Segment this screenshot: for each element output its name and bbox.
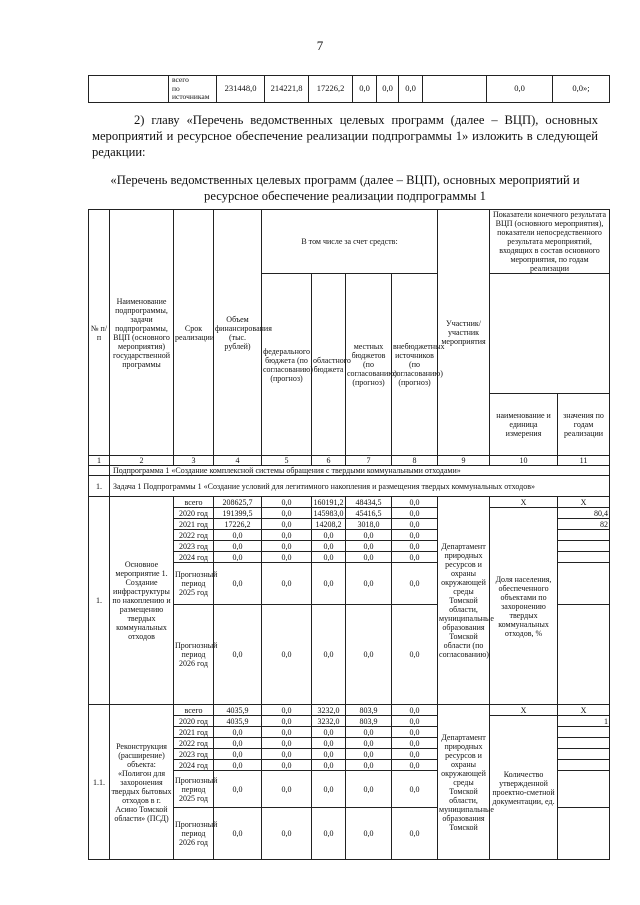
activity1-value <box>558 563 610 605</box>
activity11-regional: 0,0 <box>312 749 346 760</box>
activity1-federal: 0,0 <box>262 530 312 541</box>
table-caption: «Перечень ведомственных целевых программ (далее – ВЦП), основных мероприятий и ресурсное обеспечение реализации подпрограммы 1 <box>110 173 580 203</box>
activity11-period: 2023 год <box>174 749 214 760</box>
activity1-period: 2023 год <box>174 541 214 552</box>
activity11-offbudget: 0,0 <box>392 716 438 727</box>
activity1-participant: Департамент природных ресурсов и охраны окружающей среды Томской области, муниципальные образования Томской области (по согласованию) <box>438 497 490 705</box>
activity11-offbudget: 0,0 <box>392 808 438 860</box>
col-number: 11 <box>558 456 610 466</box>
subprogram-title: Подпрограмма 1 «Создание комплексной системы обращения с твердыми коммунальными отходами» <box>110 466 610 476</box>
activity1-regional: 0,0 <box>312 541 346 552</box>
activity11-volume: 0,0 <box>214 749 262 760</box>
activity1-volume: 0,0 <box>214 563 262 605</box>
activity1-regional: 145983,0 <box>313 508 344 518</box>
activity1-regional: 0,0 <box>312 552 346 563</box>
activity1-regional: 0,0 <box>312 563 346 605</box>
activity1-volume: 208625,7 <box>214 497 262 508</box>
col-number: 2 <box>110 456 174 466</box>
hdr-ind-name: наименование и единица измерения <box>490 394 558 456</box>
activity1-value <box>558 552 610 563</box>
activity11-value <box>558 760 610 771</box>
activity1-volume: 17226,2 <box>214 519 262 530</box>
activity11-local: 803,9 <box>346 705 392 716</box>
activity1-federal: 0,0 <box>262 497 312 508</box>
activity11-federal: 0,0 <box>262 738 312 749</box>
activity1-local: 3018,0 <box>346 519 392 530</box>
activity1-period: 2020 год <box>174 508 214 519</box>
activity11-regional: 0,0 <box>312 760 346 771</box>
activity1-offbudget: 0,0 <box>392 508 438 519</box>
activity11-regional: 0,0 <box>312 738 346 749</box>
col-number: 3 <box>174 456 214 466</box>
activity11-regional: 0,0 <box>312 808 346 860</box>
hdr-including: В том числе за счет средств: <box>262 210 438 274</box>
instruction-paragraph: 2) главу «Перечень ведомственных целевых программ (далее – ВЦП), основных мероприятий и ресурсное обеспечение реализации подпрограммы 1» изложить в следующей редакции: <box>92 113 598 159</box>
activity11-local: 0,0 <box>346 760 392 771</box>
activity11-federal: 0,0 <box>262 771 312 808</box>
hdr-offbudget: внебюджетных источников (по согласованию) (прогноз) <box>392 274 438 456</box>
activity11-federal: 0,0 <box>262 705 312 716</box>
activity11-value <box>558 771 610 808</box>
col-number: 9 <box>438 456 490 466</box>
activity1-num: 1. <box>89 497 110 705</box>
hdr-participant: Участник/ участник мероприятия <box>438 210 490 456</box>
activity11-volume: 0,0 <box>214 738 262 749</box>
activity1-local: 0,0 <box>346 541 392 552</box>
total-participant: 0,0 <box>399 76 423 103</box>
activity11-regional: 3232,0 <box>312 716 346 727</box>
activity1-regional: 0,0 <box>312 605 346 705</box>
activity1-volume: 0,0 <box>214 552 262 563</box>
activity11-regional: 0,0 <box>312 771 346 808</box>
activity11-local: 0,0 <box>346 749 392 760</box>
activity11-period: Прогнозный период 2025 год <box>174 771 214 808</box>
activity11-value: Х <box>558 705 610 716</box>
activity1-period: Прогнозный период 2026 год <box>174 605 214 705</box>
activity11-offbudget: 0,0 <box>392 760 438 771</box>
activity1-federal: 0,0 <box>262 605 312 705</box>
hdr-name: Наименование подпрограммы, задачи подпрограммы, ВЦП (основного мероприятия) государственной программы <box>110 210 174 456</box>
activity1-ind-x: Х <box>490 497 558 508</box>
empty-cell <box>89 466 110 476</box>
activity11-value: 1 <box>558 716 610 727</box>
activity11-num: 1.1. <box>89 705 110 860</box>
activity1-offbudget: 0,0 <box>392 552 438 563</box>
page-number: 7 <box>316 38 324 53</box>
activity11-ind-x: Х <box>490 705 558 716</box>
activity11-volume: 0,0 <box>214 727 262 738</box>
activity1-offbudget: 0,0 <box>392 519 438 530</box>
activity1-value <box>558 541 610 552</box>
hdr-ind-value: значения по годам реализации <box>558 394 610 456</box>
activity1-local: 0,0 <box>346 530 392 541</box>
activity1-period: 2022 год <box>174 530 214 541</box>
activity1-value: 82 <box>558 519 610 530</box>
activity11-participant: Департамент природных ресурсов и охраны окружающей среды Томской области, муниципальные образования Томской <box>438 705 490 860</box>
hdr-regional: областного бюджета <box>312 274 346 456</box>
total-label: всего по источникам <box>169 76 217 103</box>
col-number: 4 <box>214 456 262 466</box>
activity1-offbudget: 0,0 <box>392 541 438 552</box>
activity11-federal: 0,0 <box>262 808 312 860</box>
activity11-offbudget: 0,0 <box>392 705 438 716</box>
activity11-period: 2024 год <box>174 760 214 771</box>
activity1-offbudget: 0,0 <box>392 530 438 541</box>
total-regional: 17226,2 <box>309 76 353 103</box>
activity1-local: 0,0 <box>346 552 392 563</box>
total-local: 0,0 <box>353 76 377 103</box>
activity11-value <box>558 749 610 760</box>
activity1-offbudget: 0,0 <box>392 497 438 508</box>
activity11-value <box>558 738 610 749</box>
activity1-value: 80,4 <box>558 508 610 519</box>
activity1-value <box>558 605 610 705</box>
activity11-local: 0,0 <box>346 771 392 808</box>
activity11-local: 0,0 <box>346 727 392 738</box>
column-numbers-row <box>89 456 610 466</box>
hdr-local: местных бюджетов (по согласованию) (прогноз) <box>346 274 392 456</box>
task-num: 1. <box>89 476 110 497</box>
activity1-federal: 0,0 <box>262 541 312 552</box>
col-number: 1 <box>89 456 110 466</box>
hdr-volume: Объем финансирования (тыс. рублей) <box>214 210 262 456</box>
activity11-offbudget: 0,0 <box>392 727 438 738</box>
activity11-volume: 4035,9 <box>214 705 262 716</box>
activity1-local: 0,0 <box>346 563 392 605</box>
activity11-federal: 0,0 <box>262 749 312 760</box>
total-offbudget: 0,0 <box>377 76 399 103</box>
activity11-local: 0,0 <box>346 738 392 749</box>
activity11-federal: 0,0 <box>262 716 312 727</box>
total-federal: 214221,8 <box>265 76 309 103</box>
total-val: 0,0»; <box>553 76 610 103</box>
activity11-federal: 0,0 <box>262 760 312 771</box>
activity11-value <box>558 808 610 860</box>
activity11-period: всего <box>174 705 214 716</box>
activity11-offbudget: 0,0 <box>392 771 438 808</box>
activity1-local: 0,0 <box>346 605 392 705</box>
hdr-indicators: Показатели конечного результата ВЦП (основного мероприятия), показатели непосредственного результата мероприятий, входящих в состав основного мероприятия, по годам реализации <box>490 210 610 274</box>
activity1-federal: 0,0 <box>262 519 312 530</box>
activity1-volume: 0,0 <box>214 605 262 705</box>
activity1-regional: 160191,2 <box>313 497 344 507</box>
hdr-indicators-space <box>490 274 610 394</box>
activity11-offbudget: 0,0 <box>392 749 438 760</box>
table-row <box>89 497 610 508</box>
activity1-indicator: Доля населения, обеспеченного объектами по захоронению твердых коммунальных отходов, % <box>490 508 558 705</box>
hdr-federal: федерального бюджета (по согласованию) (прогноз) <box>262 274 312 456</box>
activity1-period: 2024 год <box>174 552 214 563</box>
activity11-period: 2020 год <box>174 716 214 727</box>
activity1-value: Х <box>558 497 610 508</box>
empty-cell <box>89 76 169 103</box>
task-title: Задача 1 Подпрограммы 1 «Создание условий для легитимного накопления и размещения твердых коммунальных отходов» <box>110 476 610 497</box>
activity11-indicator: Количество утвержденной проектно-сметной документации, ед. <box>490 716 558 860</box>
activity1-federal: 0,0 <box>262 552 312 563</box>
activity1-regional: 14208,2 <box>312 519 346 530</box>
hdr-num: № п/п <box>89 210 110 456</box>
table-row <box>89 705 610 716</box>
col-number: 10 <box>490 456 558 466</box>
total-ind: 0,0 <box>487 76 553 103</box>
main-table <box>88 209 610 860</box>
empty-cell <box>423 76 487 103</box>
activity1-offbudget: 0,0 <box>392 563 438 605</box>
activity1-name: Основное мероприятие 1. Создание инфраструктуры по накоплению и размещению твердых коммунальных отходов <box>110 497 174 705</box>
col-number: 6 <box>312 456 346 466</box>
activity1-period: всего <box>174 497 214 508</box>
total-volume: 231448,0 <box>217 76 265 103</box>
activity11-period: 2022 год <box>174 738 214 749</box>
activity1-federal: 0,0 <box>262 508 312 519</box>
activity11-name: Реконструкция (расширение) объекта: «Полигон для захоронения твердых бытовых отходов в г. Асино Томской области» (ПСД) <box>110 705 174 860</box>
activity1-value <box>558 530 610 541</box>
activity1-federal: 0,0 <box>262 563 312 605</box>
activity1-local: 45416,5 <box>346 508 392 519</box>
activity11-value <box>558 727 610 738</box>
activity1-period: 2021 год <box>174 519 214 530</box>
activity11-regional: 3232,0 <box>312 705 346 716</box>
activity1-offbudget: 0,0 <box>392 605 438 705</box>
continuation-table <box>88 75 610 103</box>
activity1-period: Прогнозный период 2025 год <box>174 563 214 605</box>
activity1-volume: 0,0 <box>214 530 262 541</box>
activity11-offbudget: 0,0 <box>392 738 438 749</box>
activity1-volume: 191399,5 <box>214 508 262 519</box>
col-number: 5 <box>262 456 312 466</box>
activity11-period: Прогнозный период 2026 год <box>174 808 214 860</box>
activity1-local: 48434,5 <box>346 497 392 508</box>
activity11-local: 803,9 <box>346 716 392 727</box>
activity11-volume: 0,0 <box>214 808 262 860</box>
hdr-term: Срок реализации <box>174 210 214 456</box>
activity11-volume: 0,0 <box>214 771 262 808</box>
activity11-volume: 0,0 <box>214 760 262 771</box>
activity11-federal: 0,0 <box>262 727 312 738</box>
activity1-regional: 0,0 <box>312 530 346 541</box>
activity11-regional: 0,0 <box>312 727 346 738</box>
activity11-local: 0,0 <box>346 808 392 860</box>
col-number: 7 <box>346 456 392 466</box>
activity11-period: 2021 год <box>174 727 214 738</box>
col-number: 8 <box>392 456 438 466</box>
activity1-volume: 0,0 <box>214 541 262 552</box>
activity11-volume: 4035,9 <box>214 716 262 727</box>
